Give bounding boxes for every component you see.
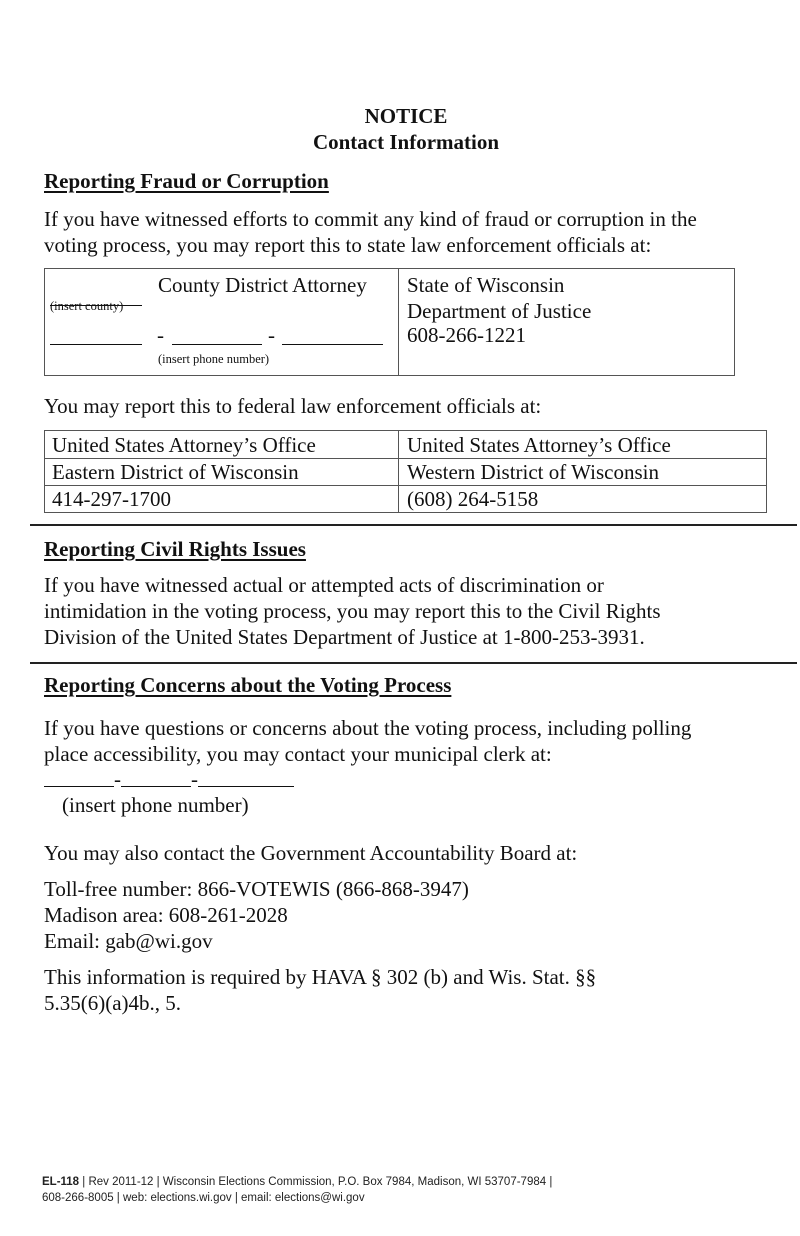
clerk-area-code-blank (44, 766, 114, 787)
doj-line-1: State of Wisconsin (407, 273, 565, 297)
state-table-divider (398, 268, 399, 376)
notice-title: NOTICE (364, 104, 448, 128)
phone-hint: (insert phone number) (158, 352, 270, 366)
footer-line-1 (42, 1174, 552, 1190)
fraud-intro-line-2: voting process, you may report this to state law enforcement officials at: (44, 233, 652, 257)
federal-west-phone: (608) 264-5158 (407, 487, 539, 511)
legal-line-2: 5.35(6)(a)4b., 5. (44, 991, 182, 1015)
civil-rights-line-1: If you have witnessed actual or attempted acts of discrimination or (44, 573, 604, 597)
section-divider-2 (30, 662, 797, 664)
county-da-label: County District Attorney (158, 273, 367, 297)
footer-line-2: 608-266-8005 | web: elections.wi.gov | email: elections@wi.gov (42, 1192, 365, 1204)
fraud-heading: Reporting Fraud or Corruption (44, 169, 329, 193)
civil-rights-heading: Reporting Civil Rights Issues (44, 537, 306, 561)
state-contacts-table (44, 268, 735, 376)
federal-table-divider (398, 430, 399, 513)
doj-phone: 608-266-1221 (407, 323, 526, 347)
civil-rights-line-2: intimidation in the voting process, you may report this to the Civil Rights (44, 599, 661, 623)
clerk-prefix-blank (121, 766, 191, 787)
legal-line-1: This information is required by HAVA § 302 (b) and Wis. Stat. §§ (44, 965, 597, 989)
gab-madison-phone: Madison area: 608-261-2028 (44, 903, 288, 927)
county-hint: (insert county) (50, 299, 124, 313)
doj-line-2: Department of Justice (407, 299, 592, 323)
phone-prefix-blank (172, 320, 262, 346)
area-code-blank (50, 320, 142, 346)
federal-west-district: Western District of Wisconsin (407, 460, 659, 484)
clerk-phone-blank (44, 766, 294, 792)
footer-line-1-rest: | Rev 2011-12 | Wisconsin Elections Commission, P.O. Box 7984, Madison, WI 53707-7984 | (79, 1176, 553, 1188)
federal-west-office: United States Attorney’s Office (407, 433, 671, 457)
section-divider-1 (30, 524, 797, 526)
federal-intro: You may report this to federal law enforcement officials at: (44, 394, 542, 418)
clerk-phone-dash-1: - (114, 767, 121, 791)
voting-process-heading: Reporting Concerns about the Voting Process (44, 673, 452, 697)
voting-process-line-1: If you have questions or concerns about the voting process, including polling (44, 716, 692, 740)
federal-east-phone: 414-297-1700 (52, 487, 171, 511)
gab-intro: You may also contact the Government Accountability Board at: (44, 841, 578, 865)
gab-email: Email: gab@wi.gov (44, 929, 213, 953)
phone-dash-1: - (157, 323, 164, 347)
form-id: EL-118 (42, 1176, 80, 1188)
fraud-intro-line-1: If you have witnessed efforts to commit any kind of fraud or corruption in the (44, 207, 697, 231)
phone-line-blank (282, 320, 383, 346)
phone-dash-2: - (268, 323, 275, 347)
federal-east-district: Eastern District of Wisconsin (52, 460, 299, 484)
voting-process-line-2: place accessibility, you may contact your municipal clerk at: (44, 742, 552, 766)
clerk-phone-hint: (insert phone number) (62, 793, 249, 817)
gab-toll-free: Toll-free number: 866-VOTEWIS (866-868-3947) (44, 877, 469, 901)
civil-rights-line-3: Division of the United States Department of Justice at 1-800-253-3931. (44, 625, 645, 649)
notice-subtitle: Contact Information (312, 130, 500, 154)
clerk-phone-dash-2: - (191, 767, 198, 791)
clerk-line-blank (198, 766, 294, 787)
federal-east-office: United States Attorney’s Office (52, 433, 316, 457)
